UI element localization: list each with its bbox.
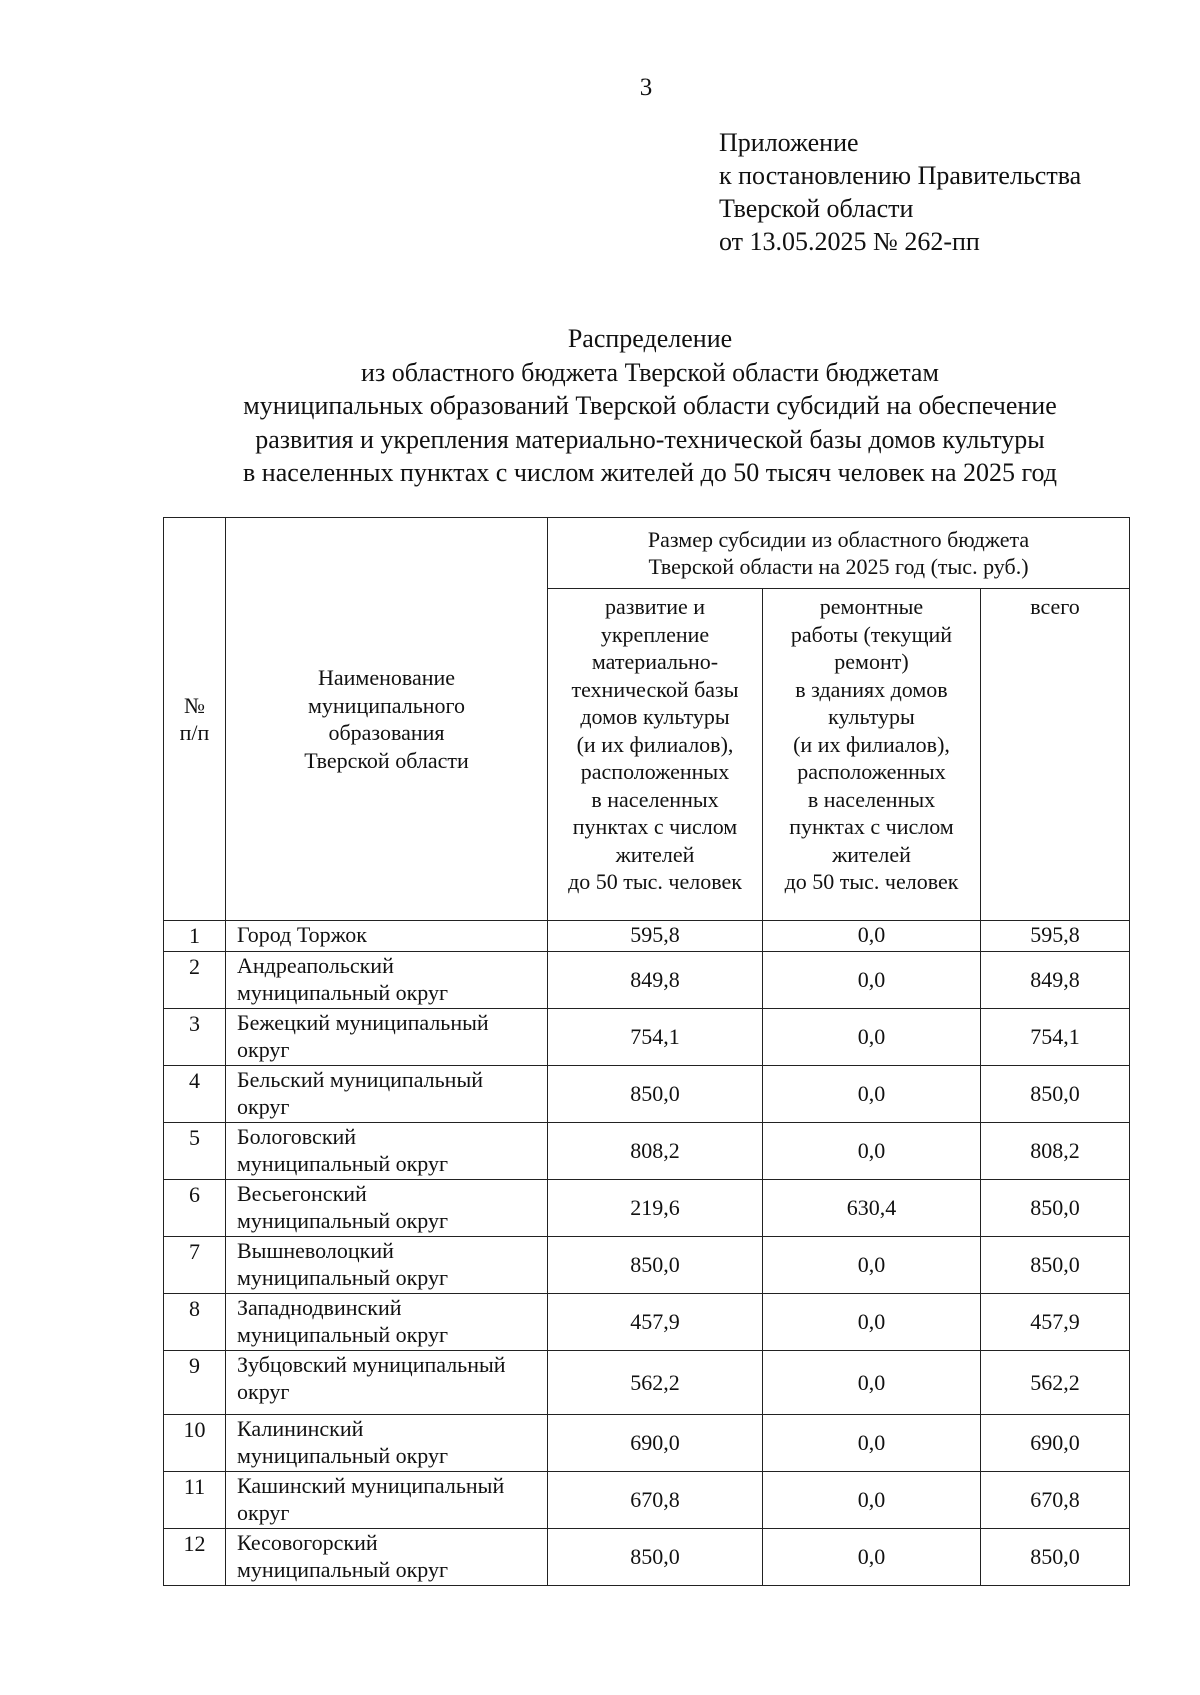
row-development: 850,0 (548, 1529, 763, 1586)
appendix-line: от 13.05.2025 № 262-пп (719, 227, 980, 256)
row-development: 219,6 (548, 1180, 763, 1237)
title-line: из областного бюджета Тверской области бюджетам (361, 357, 939, 387)
title-line: муниципальных образований Тверской области субсидий на обеспечение (243, 391, 1057, 420)
row-development: 562,2 (548, 1351, 763, 1415)
table-row (164, 1472, 1130, 1529)
row-total: 670,8 (981, 1472, 1130, 1529)
row-development: 457,9 (548, 1294, 763, 1351)
row-total: 850,0 (981, 1237, 1130, 1294)
row-name: Весьегонский муниципальный округ (226, 1180, 548, 1237)
row-name: Андреапольский муниципальный округ (226, 952, 548, 1009)
header-total: всего (981, 589, 1130, 921)
row-total: 690,0 (981, 1415, 1130, 1472)
row-development: 595,8 (548, 921, 763, 952)
title-line: в населенных пунктах с числом жителей до 50 тысяч человек на 2025 год (243, 458, 1057, 487)
row-name: Зубцовский муниципальный округ (226, 1351, 548, 1415)
row-name: Кесовогорский муниципальный округ (226, 1529, 548, 1586)
header-development: развитие и укрепление материально- технической базы домов культуры (и их филиалов), расположенных в населенных пунктах с числом жителей до 50 тыс. человек (548, 589, 763, 921)
row-total: 850,0 (981, 1066, 1130, 1123)
row-development: 849,8 (548, 952, 763, 1009)
table-row (164, 1415, 1130, 1472)
row-number: 6 (164, 1180, 226, 1237)
row-number: 11 (164, 1472, 226, 1529)
row-number: 8 (164, 1294, 226, 1351)
row-name: Калининский муниципальный округ (226, 1415, 548, 1472)
table-row (164, 1294, 1130, 1351)
row-development: 670,8 (548, 1472, 763, 1529)
row-total: 808,2 (981, 1123, 1130, 1180)
row-repair: 0,0 (763, 1066, 981, 1123)
table-body (164, 921, 1130, 1586)
table-row (164, 1123, 1130, 1180)
row-number: 4 (164, 1066, 226, 1123)
table-row (164, 1529, 1130, 1586)
row-repair: 0,0 (763, 1237, 981, 1294)
row-name: Бельский муниципальный округ (226, 1066, 548, 1123)
row-number: 2 (164, 952, 226, 1009)
table-row (164, 1066, 1130, 1123)
row-repair: 0,0 (763, 1472, 981, 1529)
row-total: 850,0 (981, 1529, 1130, 1586)
row-total: 849,8 (981, 952, 1130, 1009)
row-repair: 0,0 (763, 1415, 981, 1472)
header-repair: ремонтные работы (текущий ремонт) в зданиях домов культуры (и их филиалов), расположенных в населенных пунктах с числом жителей до 50 тыс. человек (763, 589, 981, 921)
table-row (164, 952, 1130, 1009)
row-number: 12 (164, 1529, 226, 1586)
row-total: 850,0 (981, 1180, 1130, 1237)
table-row (164, 921, 1130, 952)
row-number: 7 (164, 1237, 226, 1294)
row-total: 595,8 (981, 921, 1130, 952)
row-repair: 0,0 (763, 1009, 981, 1066)
page-number: 3 (639, 74, 653, 101)
table-row (164, 1009, 1130, 1066)
row-name: Город Торжок (226, 921, 548, 952)
title-line: развития и укрепления материально-технической базы домов культуры (255, 424, 1045, 454)
table-header (164, 518, 1130, 921)
row-number: 10 (164, 1415, 226, 1472)
row-repair: 0,0 (763, 1123, 981, 1180)
header-subsidy-group: Размер субсидии из областного бюджета Тверской области на 2025 год (тыс. руб.) (548, 518, 1130, 589)
row-name: Бологовский муниципальный округ (226, 1123, 548, 1180)
appendix-line: Приложение (719, 128, 859, 157)
row-development: 850,0 (548, 1237, 763, 1294)
row-number: 3 (164, 1009, 226, 1066)
row-name: Западнодвинский муниципальный округ (226, 1294, 548, 1351)
appendix-line: Тверской области (719, 194, 914, 223)
row-number: 9 (164, 1351, 226, 1415)
row-repair: 0,0 (763, 1294, 981, 1351)
document-title (140, 322, 1160, 490)
header-name: Наименование муниципального образования Тверской области (226, 518, 548, 921)
row-name: Кашинский муниципальный округ (226, 1472, 548, 1529)
row-total: 562,2 (981, 1351, 1130, 1415)
row-repair: 0,0 (763, 952, 981, 1009)
row-development: 808,2 (548, 1123, 763, 1180)
row-total: 457,9 (981, 1294, 1130, 1351)
table-row (164, 1180, 1130, 1237)
row-development: 850,0 (548, 1066, 763, 1123)
row-number: 1 (164, 921, 226, 952)
row-repair: 0,0 (763, 921, 981, 952)
row-development: 690,0 (548, 1415, 763, 1472)
row-number: 5 (164, 1123, 226, 1180)
table-row (164, 1351, 1130, 1415)
row-total: 754,1 (981, 1009, 1130, 1066)
subsidy-table (163, 517, 1130, 1586)
row-repair: 0,0 (763, 1529, 981, 1586)
title-line: Распределение (567, 324, 733, 353)
row-development: 754,1 (548, 1009, 763, 1066)
appendix-block (719, 126, 1081, 258)
table-row (164, 1237, 1130, 1294)
row-name: Бежецкий муниципальный округ (226, 1009, 548, 1066)
row-name: Вышневолоцкий муниципальный округ (226, 1237, 548, 1294)
appendix-line: к постановлению Правительства (719, 161, 1082, 190)
row-repair: 0,0 (763, 1351, 981, 1415)
row-repair: 630,4 (763, 1180, 981, 1237)
header-number: № п/п (164, 518, 226, 921)
